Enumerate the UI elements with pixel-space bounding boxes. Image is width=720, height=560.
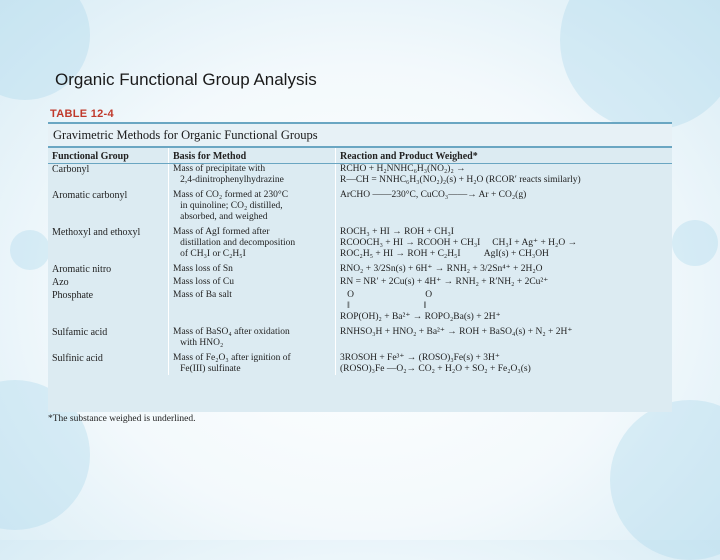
functional-group-cell: Sulfamic acid xyxy=(52,327,108,338)
basis-cell: Mass of Fe₂O₃ after ignition of Fe(III) sulfinate xyxy=(169,349,336,375)
reaction-cell: ROCH₃ + HI → ROH + CH₃I RCOOCH₃ + HI → RCOOH + CH₃I CH₃I + Ag⁺ + H₂O → ROC₂H₅ + HI → ROH + C₂H₅I AgI(s) + CH₃OH xyxy=(336,223,673,260)
table-row xyxy=(48,275,672,288)
table-row xyxy=(48,223,672,260)
basis-cell: Mass of Ba salt xyxy=(169,288,336,323)
background-bubble xyxy=(10,230,50,270)
table-row xyxy=(48,323,672,349)
basis-cell: Mass of precipitate with 2,4-dinitrophenylhydrazine xyxy=(169,164,336,187)
functional-group-cell: Aromatic nitro xyxy=(52,264,112,275)
reaction-cell: RNHSO₃H + HNO₂ + Ba²⁺ → ROH + BaSO₄(s) + N₂ + 2H⁺ xyxy=(336,323,673,349)
slide-title: Organic Functional Group Analysis xyxy=(55,70,317,89)
reaction-cell: ArCHO ——230°C, CuCO₃——→ Ar + CO₂(g) xyxy=(336,186,673,223)
table-number: TABLE 12-4 xyxy=(50,108,114,120)
table-caption: Gravimetric Methods for Organic Functional Groups xyxy=(48,124,672,148)
table-footnote: *The substance weighed is underlined. xyxy=(48,414,196,424)
basis-cell: Mass loss of Cu xyxy=(169,275,336,288)
reaction-cell: 3ROSOH + Fe³⁺ → (ROSO)₃Fe(s) + 3H⁺ (ROSO)₃Fe —O₂→ CO₂ + H₂O + SO₂ + Fe₂O₃(s) xyxy=(336,349,673,375)
background-bubble xyxy=(672,220,718,266)
header-basis: Basis for Method xyxy=(169,148,336,164)
reaction-cell: O O ‖ ‖ ROP(OH)₂ + Ba²⁺ → ROPO₂Ba(s) + 2H⁺ xyxy=(336,288,673,323)
basis-cell: Mass of AgI formed after distillation and decomposition of CH₃I or C₂H₅I xyxy=(169,223,336,260)
background-bubble xyxy=(610,400,720,560)
functional-group-cell: Phosphate xyxy=(52,290,94,301)
functional-group-cell: Aromatic carbonyl xyxy=(52,190,128,201)
header-functional-group: Functional Group xyxy=(48,148,169,164)
table-header-row xyxy=(48,148,672,164)
functional-group-cell: Methoxyl and ethoxyl xyxy=(52,227,141,238)
reaction-cell: RCHO + H₂NNHC₆H₃(NO₂)₂ → R—CH = NNHC₆H₃(NO₂)₂(s) + H₂O (RCOR′ reacts similarly) xyxy=(336,164,673,187)
basis-cell: Mass of BaSO₄ after oxidation with HNO₂ xyxy=(169,323,336,349)
methods-table xyxy=(48,148,672,375)
table-row xyxy=(48,164,672,187)
functional-group-cell: Sulfinic acid xyxy=(52,353,103,364)
table-row xyxy=(48,186,672,223)
reaction-cell: RN = NR′ + 2Cu(s) + 4H⁺ → RNH₂ + R′NH₂ + 2Cu²⁺ xyxy=(336,275,673,288)
functional-group-cell: Azo xyxy=(52,277,69,288)
functional-group-cell: Carbonyl xyxy=(52,164,90,175)
basis-cell: Mass loss of Sn xyxy=(169,260,336,275)
header-reaction: Reaction and Product Weighed* xyxy=(336,148,673,164)
table-row xyxy=(48,288,672,323)
gravimetric-methods-table xyxy=(48,122,672,412)
reaction-cell: RNO₂ + 3/2Sn(s) + 6H⁺ → RNH₂ + 3/2Sn⁴⁺ + 2H₂O xyxy=(336,260,673,275)
table-row xyxy=(48,349,672,375)
background-bubble xyxy=(560,0,720,130)
table-row xyxy=(48,260,672,275)
basis-cell: Mass of CO₂ formed at 230°C in quinoline; CO₂ distilled, absorbed, and weighed xyxy=(169,186,336,223)
